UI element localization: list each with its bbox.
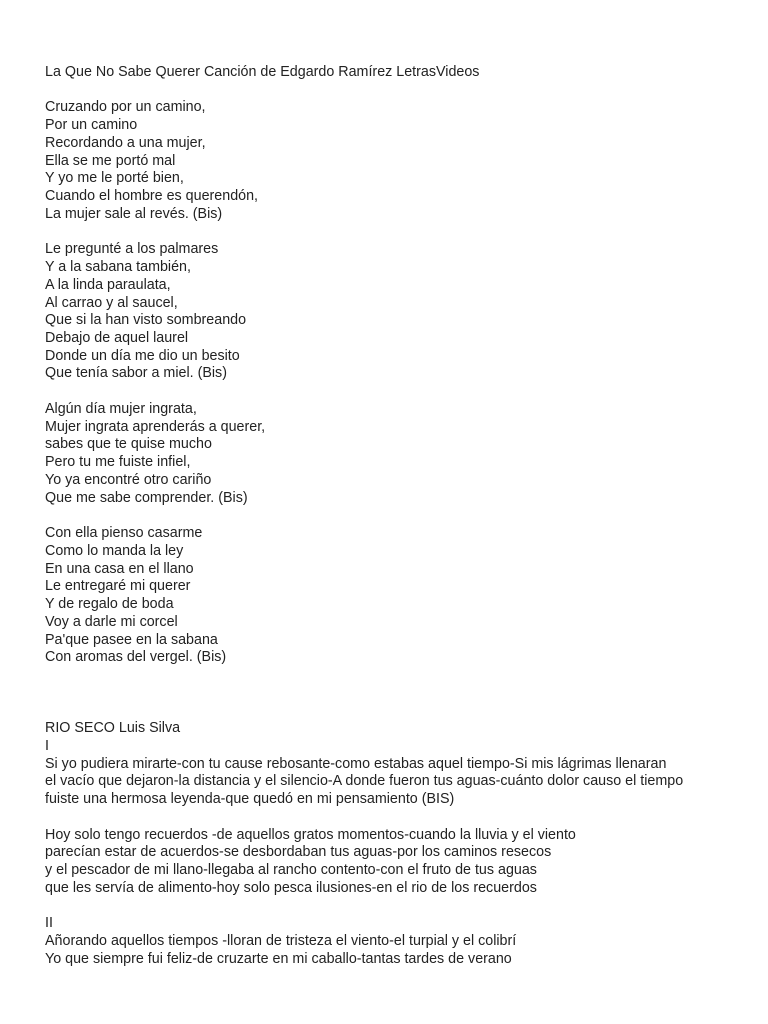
song-title: La Que No Sabe Querer Canción de Edgardo Ramírez LetrasVideos [45,64,480,80]
lyric-line: Hoy solo tengo recuerdos -de aquellos gratos momentos-cuando la lluvia y el viento [45,826,576,843]
lyric-line: Con aromas del vergel. (Bis) [45,649,227,666]
lyric-line: fuiste una hermosa leyenda-que quedó en mi pensamiento (BIS) [45,791,455,808]
lyric-line: Mujer ingrata aprenderás a querer, [45,418,266,435]
lyric-line: Le pregunté a los palmares [45,241,219,258]
lyric-line: Como lo manda la ley [45,542,184,559]
lyric-line: Añorando aquellos tiempos -lloran de tristeza el viento-el turpial y el colibrí [45,933,517,949]
lyric-line: Pero tu me fuiste infiel, [45,454,191,471]
lyric-line: Y yo me le porté bien, [45,170,184,187]
lyric-line: Debajo de aquel laurel [45,330,189,347]
spacer [45,507,745,525]
spacer [45,898,745,916]
lyric-line: I [45,737,49,754]
lyric-line: sabes que te quise mucho [45,436,212,453]
lyric-line: el vacío que dejaron-la distancia y el silencio-A donde fueron tus aguas-cuánto dolor causo el tiempo [45,773,684,790]
lyric-line: Recordando a una mujer, [45,134,206,151]
spacer [45,82,745,100]
spacer [45,667,745,720]
spacer [45,809,745,827]
lyric-line: Al carrao y al saucel, [45,294,178,311]
song-lyrics-la-que-no-sabe-querer [45,99,745,667]
lyric-line: La mujer sale al revés. (Bis) [45,205,223,222]
lyric-line: Cruzando por un camino, [45,99,206,116]
lyric-line: y el pescador de mi llano-llegaba al rancho contento-con el fruto de tus aguas [45,862,537,879]
lyric-line: Ella se me portó mal [45,152,176,169]
song-lyrics-rio-seco [45,738,745,969]
lyric-line: Donde un día me dio un besito [45,347,240,364]
lyric-line: Le entregaré mi querer [45,578,191,595]
lyric-line: Por un camino [45,117,138,134]
lyric-line: Y a la sabana también, [45,259,191,276]
document-page [45,64,745,968]
song-title: RIO SECO Luis Silva [45,720,181,737]
lyric-line: Algún día mujer ingrata, [45,400,197,417]
lyric-line: Si yo pudiera mirarte-con tu cause rebosante-como estabas aquel tiempo-Si mis lágrimas llenaran [45,755,667,772]
lyric-line: Con ella pienso casarme [45,525,203,542]
lyric-line: En una casa en el llano [45,560,194,577]
lyric-line: Que si la han visto sombreando [45,312,247,329]
lyric-line: Yo que siempre fui feliz-de cruzarte en mi caballo-tantas tardes de verano [45,950,512,967]
lyric-line: A la linda paraulata, [45,276,171,293]
spacer [45,224,745,242]
lyric-line: Que me sabe comprender. (Bis) [45,489,248,506]
lyric-line: Y de regalo de boda [45,596,174,613]
lyric-line: Pa'que pasee en la sabana [45,631,218,648]
lyric-line: parecían estar de acuerdos-se desbordaban tus aguas-por los caminos resecos [45,844,552,861]
lyric-line: que les servía de alimento-hoy solo pesca ilusiones-en el rio de los recuerdos [45,879,537,896]
lyric-line: II [45,915,53,932]
lyric-line: Voy a darle mi corcel [45,613,178,630]
lyric-line: Que tenía sabor a miel. (Bis) [45,365,227,382]
lyric-line: Cuando el hombre es querendón, [45,188,259,205]
spacer [45,383,745,401]
lyric-line: Yo ya encontré otro cariño [45,471,212,488]
